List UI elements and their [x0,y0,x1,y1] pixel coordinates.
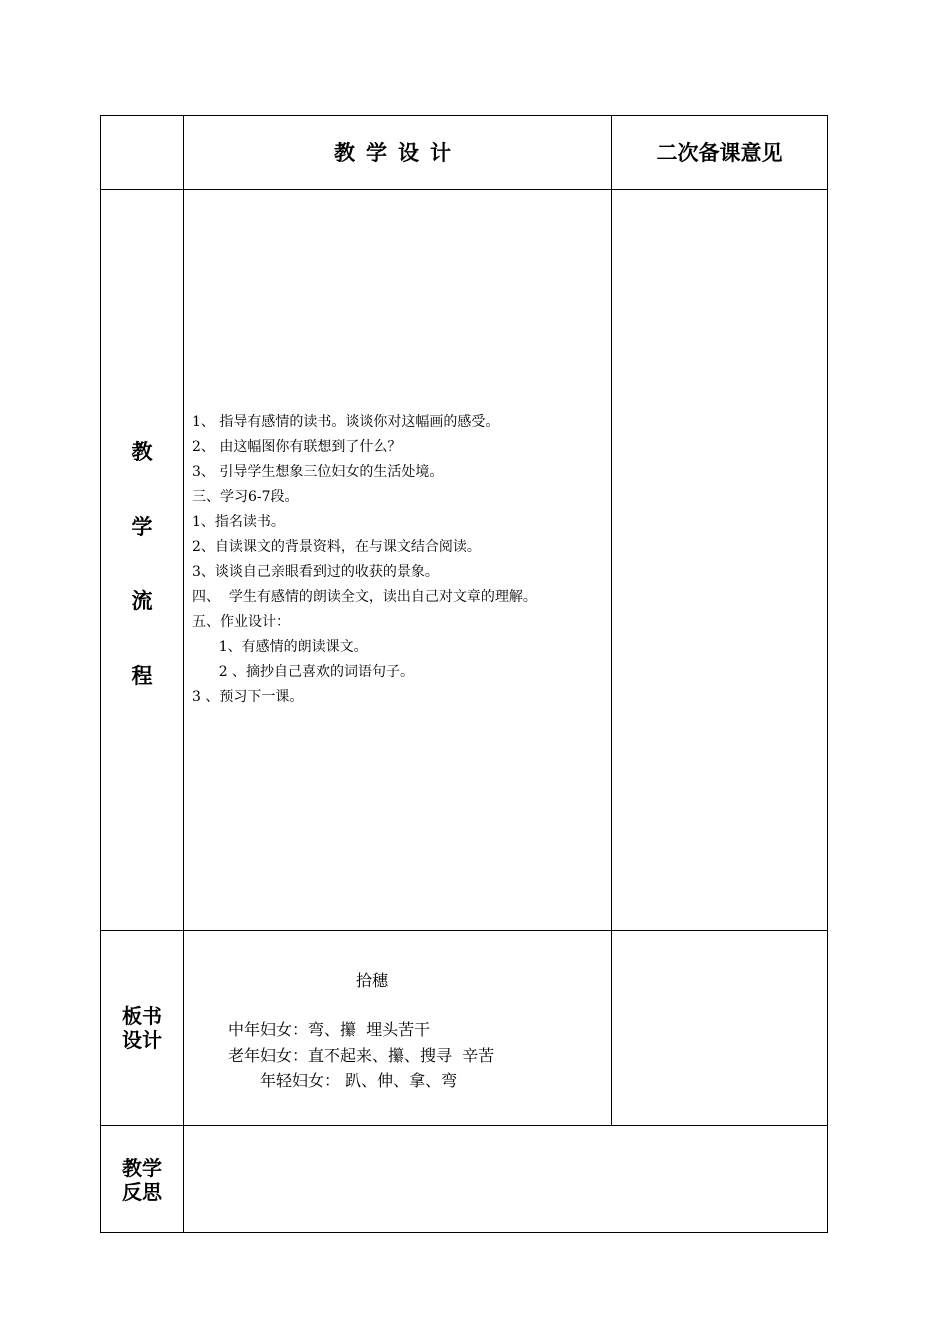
process-label-char: 程 [131,664,153,688]
reflection-label-line: 反思 [122,1180,162,1204]
process-label-char: 流 [131,589,153,613]
process-line: 2、自读课文的背景资料，在与课文结合阅读。 [192,539,481,555]
reflection-label-line: 教学 [122,1156,162,1180]
board-line: 老年妇女：直不起来、攥、搜寻 辛苦 [228,1046,495,1065]
table-row-divider [100,1125,828,1126]
process-line: 2 、摘抄自己喜欢的词语句子。 [192,664,415,680]
board-label-line: 板书 [122,1004,162,1028]
process-line: 3 、预习下一课。 [192,689,304,705]
process-line: 1、 指导有感情的读书。谈谈你对这幅画的感受。 [192,414,500,430]
process-line: 三、学习6-7段。 [192,489,299,505]
table-border-bottom [100,1232,828,1233]
table-border-right [827,115,828,1233]
board-line: 中年妇女：弯、攥 埋头苦干 [228,1020,431,1039]
process-line: 3、 引导学生想象三位妇女的生活处境。 [192,464,444,480]
process-line: 1、指名读书。 [192,514,285,530]
board-design-label [100,1004,184,1052]
board-label-line: 设计 [122,1028,162,1052]
process-label-char: 教 [131,440,153,464]
teaching-design-heading: 教学设计 [334,141,462,165]
process-line: 1、有感情的朗读课文。 [192,639,368,655]
table-column-divider [611,115,612,1126]
teaching-reflection-label [100,1156,184,1204]
board-title: 拾穗 [356,971,389,990]
process-line: 四、 学生有感情的朗读全文，读出自己对文章的理解。 [192,589,537,605]
board-line: 年轻妇女： 趴、伸、拿、弯 [260,1071,458,1090]
process-line: 2、 由这幅图你有联想到了什么？ [192,439,402,455]
process-line: 3、谈谈自己亲眼看到过的收获的景象。 [192,564,439,580]
process-line: 五、作业设计： [192,614,290,630]
process-label-char: 学 [131,515,153,539]
second-preparation-heading: 二次备课意见 [656,141,783,165]
table-row-divider [100,930,828,931]
